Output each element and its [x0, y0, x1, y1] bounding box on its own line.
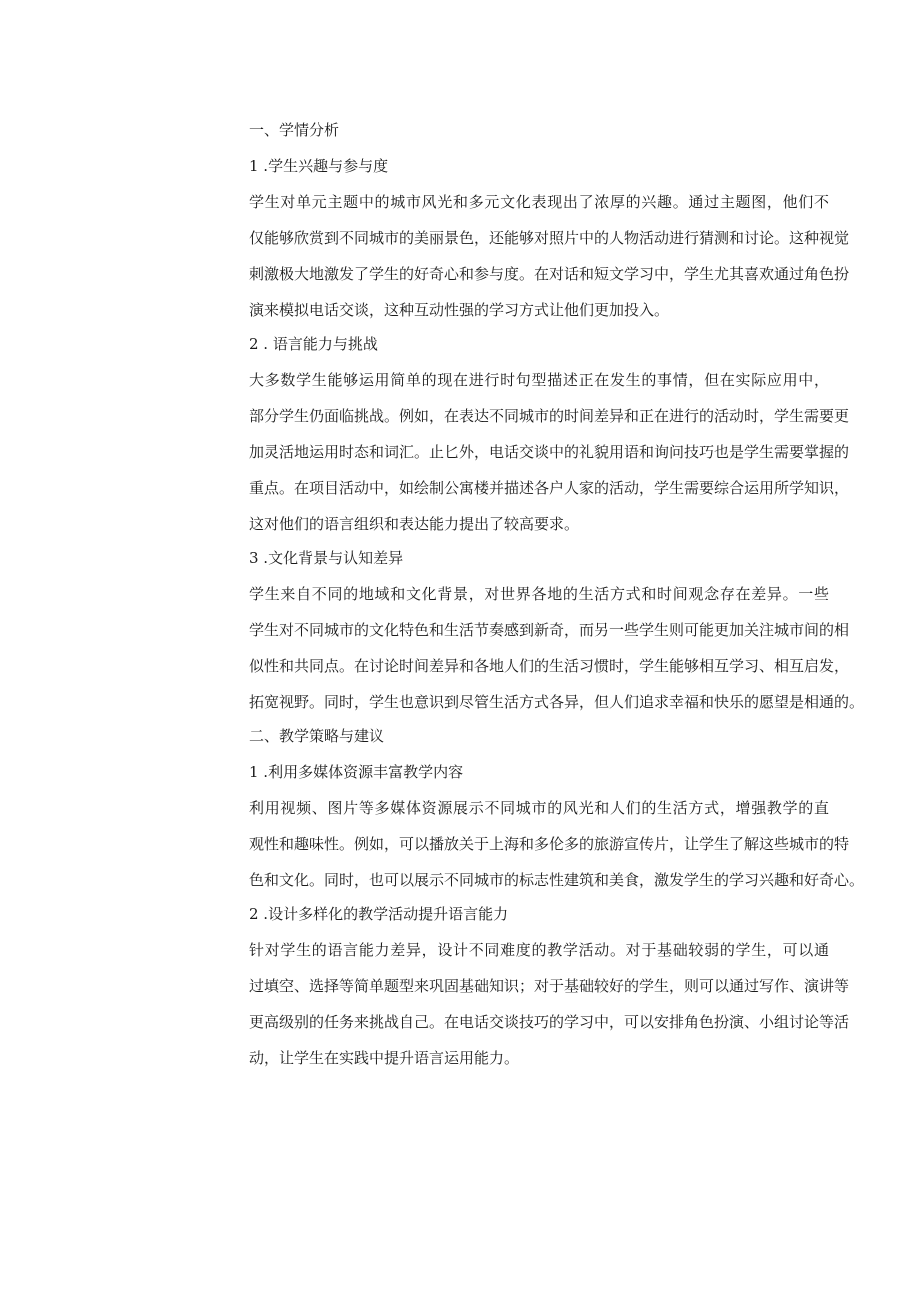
paragraph-line: 学生来自不同的地域和文化背景，对世界各地的生活方式和时间观念存在差异。一些: [249, 585, 829, 603]
paragraph-line: 过填空、选择等简单题型来巩固基础知识；对于基础较好的学生，则可以通过写作、演讲等: [249, 977, 850, 995]
document-body: [249, 120, 865, 1082]
body-paragraph: [249, 932, 850, 1076]
paragraph-line: 学生对单元主题中的城市风光和多元文化表现出了浓厚的兴趣。通过主题图，他们不: [249, 193, 829, 211]
paragraph-line: 观性和趣味性。例如，可以播放关于上海和多伦多的旅游宣传片，让学生了解这些城市的特: [249, 835, 850, 853]
paragraph-line: 似性和共同点。在讨论时间差异和各地人们的生活习惯时，学生能够相互学习、相互启发，: [249, 657, 850, 675]
section-heading: 3 .文化背景与认知差异: [249, 549, 404, 567]
section-heading: 一、学情分析: [249, 121, 340, 139]
body-paragraph: [249, 362, 850, 542]
section-heading: 1 .利用多媒体资源丰富教学内容: [249, 763, 464, 781]
paragraph-line: 拓宽视野。同时，学生也意识到尽管生活方式各异，但人们追求幸福和快乐的愿望是相通的。: [249, 693, 865, 711]
paragraph-line: 刺激极大地激发了学生的好奇心和参与度。在对话和短文学习中，学生尤其喜欢通过角色扮: [249, 265, 850, 283]
paragraph-line: 针对学生的语言能力差异，设计不同难度的教学活动。对于基础较弱的学生，可以通: [249, 941, 829, 959]
paragraph-line: 演来模拟电话交谈，这种互动性强的学习方式让他们更加投入。: [249, 301, 670, 319]
paragraph-line: 这对他们的语言组织和表达能力提出了较高要求。: [249, 515, 580, 533]
paragraph-line: 部分学生仍面临挑战。例如，在表达不同城市的时间差异和正在进行的活动时，学生需要更: [249, 407, 850, 425]
body-paragraph: [249, 184, 850, 328]
paragraph-line: 加灵活地运用时态和词汇。止匕外，电话交谈中的礼貌用语和询问技巧也是学生需要掌握的: [249, 443, 850, 461]
section-heading: 1 .学生兴趣与参与度: [249, 157, 389, 175]
paragraph-line: 更高级别的任务来挑战自己。在电话交谈技巧的学习中，可以安排角色扮演、小组讨论等活: [249, 1013, 850, 1031]
paragraph-line: 色和文化。同时，也可以展示不同城市的标志性建筑和美食，激发学生的学习兴趣和好奇心。: [249, 871, 865, 889]
section-heading: 二、教学策略与建议: [249, 727, 385, 745]
paragraph-line: 重点。在项目活动中，如绘制公寓楼并描述各户人家的活动，学生需要综合运用所学知识，: [249, 479, 850, 497]
paragraph-line: 大多数学生能够运用简单的现在进行时句型描述正在发生的事情，但在实际应用中，: [249, 371, 829, 389]
section-heading: 2 . 语言能力与挑战: [249, 335, 378, 353]
section-heading: 2 .设计多样化的教学活动提升语言能力: [249, 905, 509, 923]
body-paragraph: [249, 576, 865, 720]
paragraph-line: 利用视频、图片等多媒体资源展示不同城市的风光和人们的生活方式，增强教学的直: [249, 799, 829, 817]
body-paragraph: [249, 790, 865, 898]
paragraph-line: 学生对不同城市的文化特色和生活节奏感到新奇，而另一些学生则可能更加关注城市间的相: [249, 621, 850, 639]
paragraph-line: 动，让学生在实践中提升语言运用能力。: [249, 1049, 520, 1067]
paragraph-line: 仅能够欣赏到不同城市的美丽景色，还能够对照片中的人物活动进行猜测和讨论。这种视觉: [249, 229, 850, 247]
